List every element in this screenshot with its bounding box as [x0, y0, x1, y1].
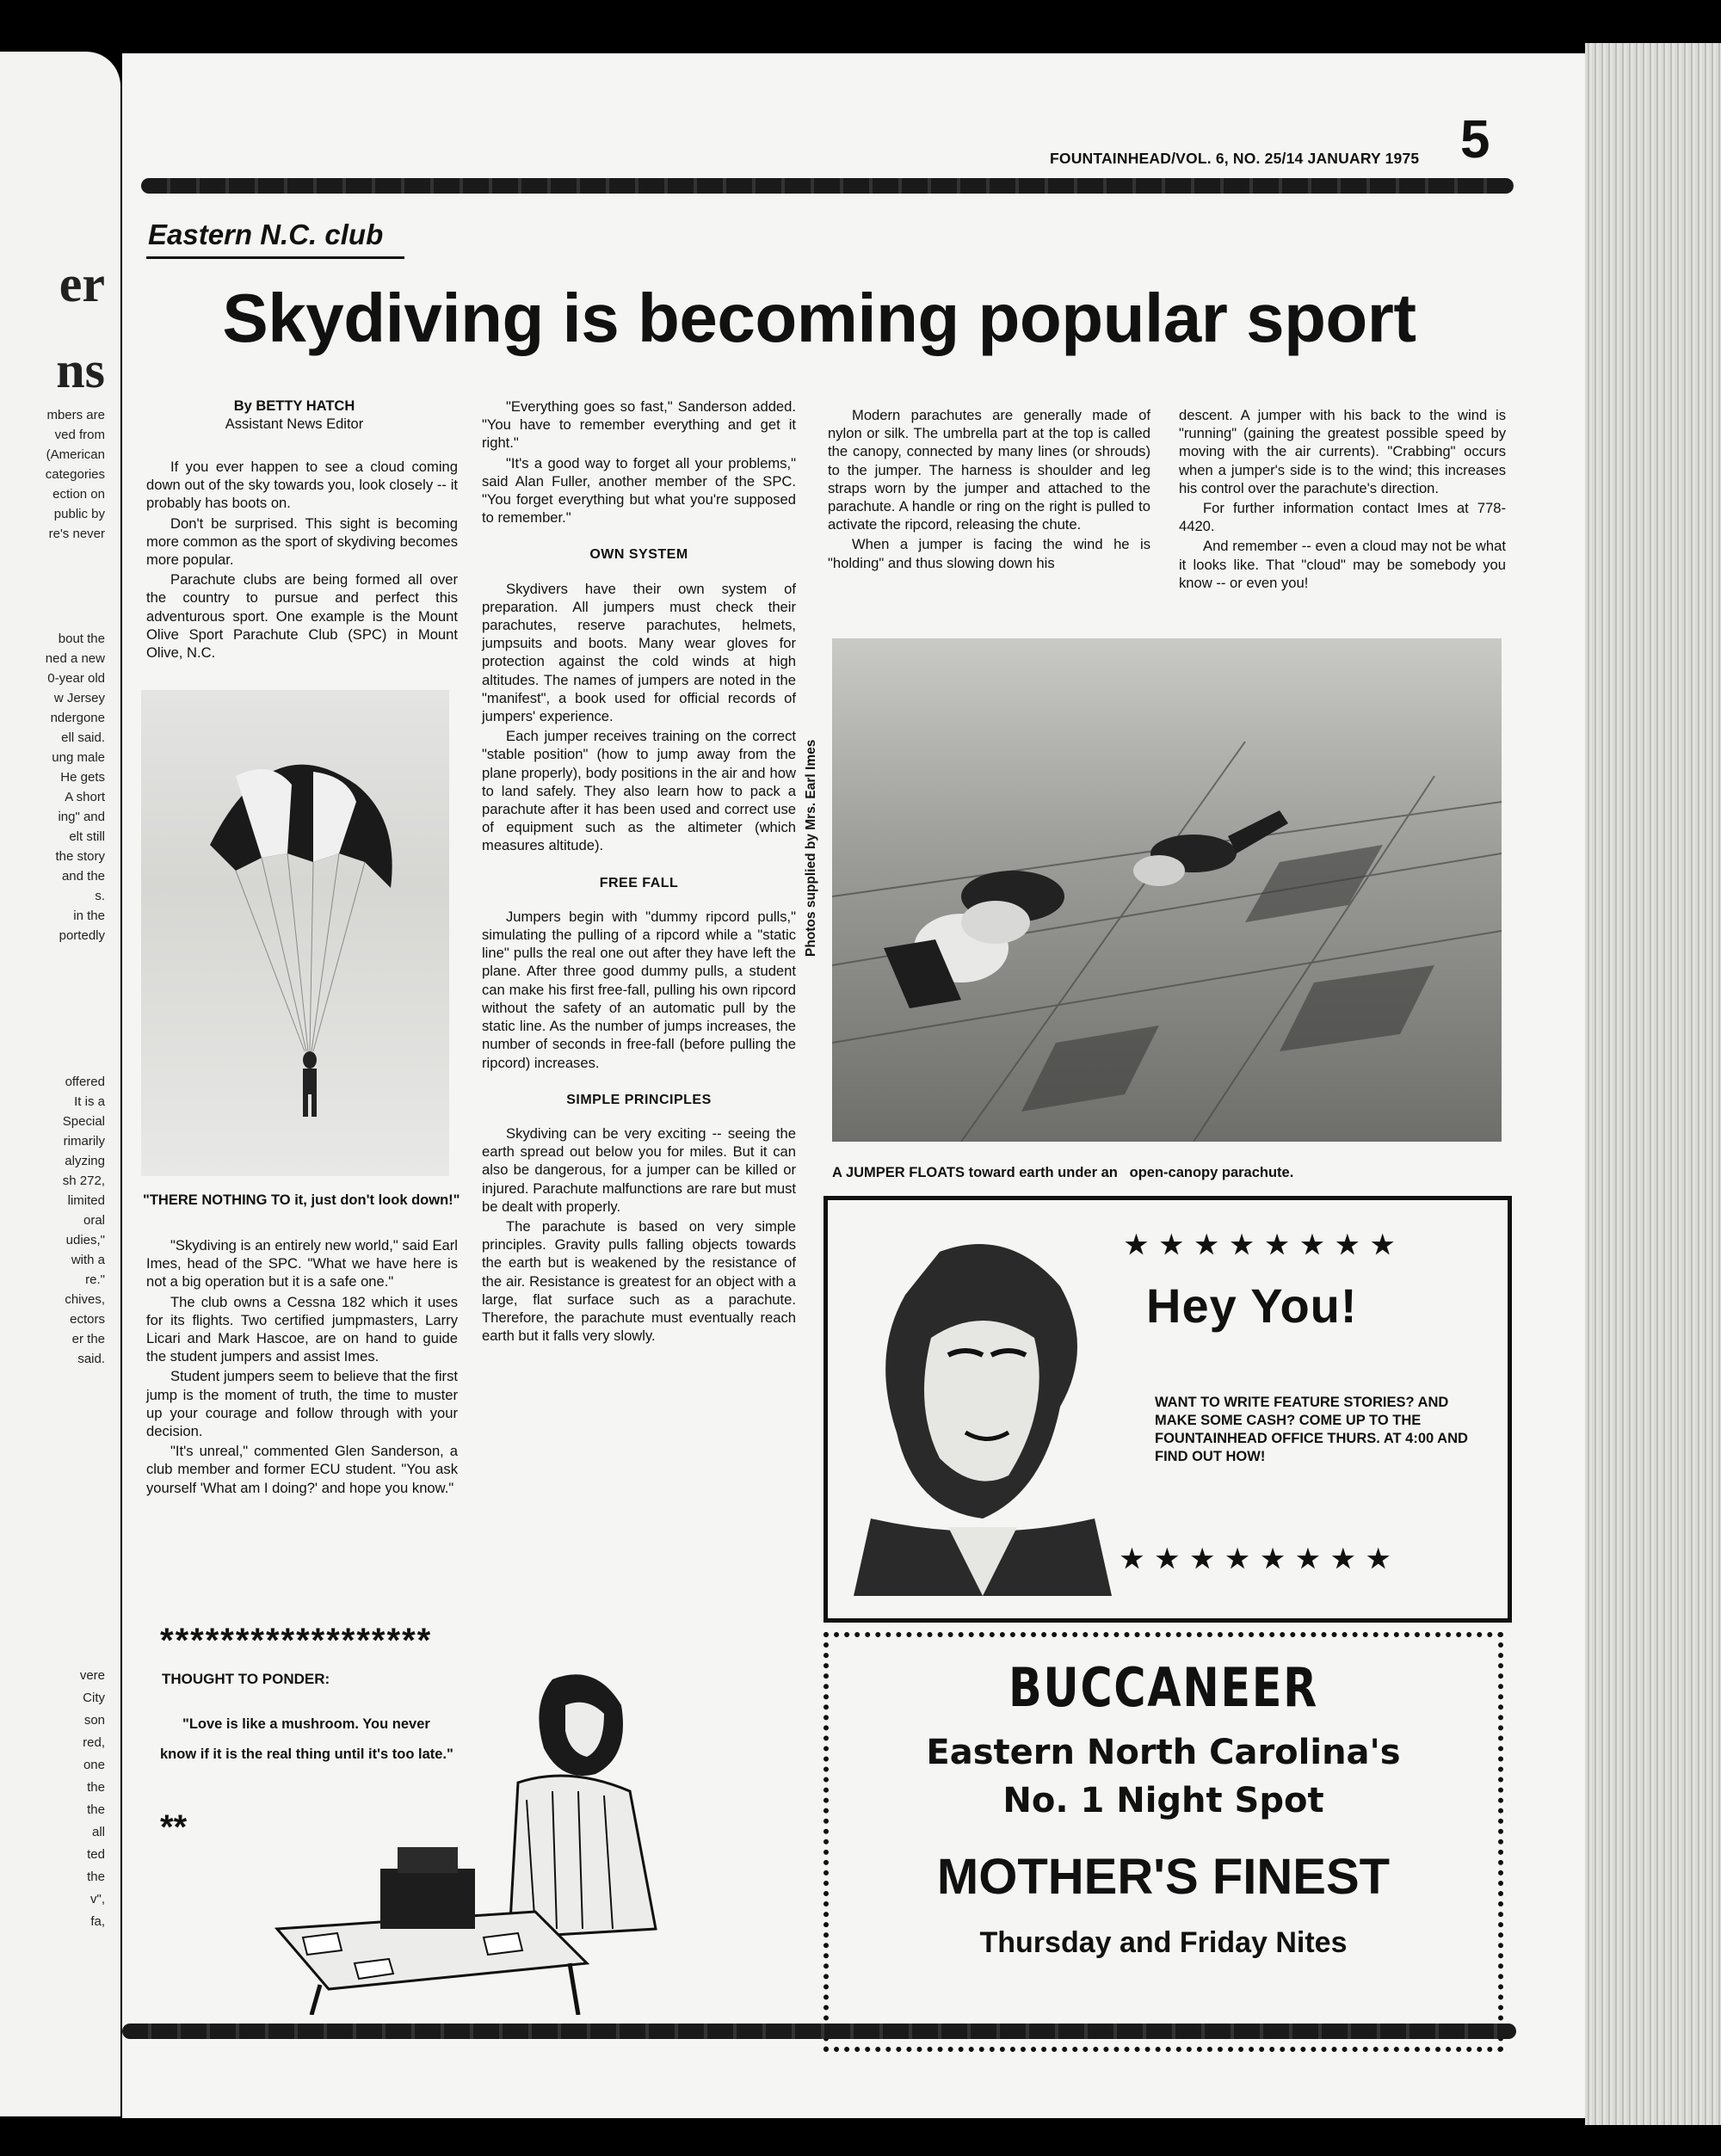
paragraph: Don't be surprised. This sight is becoming more common as the sport of skydiving becomes more popular.: [146, 514, 458, 569]
paragraph: Jumpers begin with "dummy ripcord pulls," simulating the pulling of a ripcord while a "static line" pulls the real one out after they have left the plane. After three good dummy pulls, a student can make his first free-fall, pulling his own ripcord without the safety of an automatic pull by the static line. As the number of jumps increases, the number of seconds in free-fall (before pulling the ripcord) increases.: [482, 908, 796, 1071]
facing-page-fragment: ns: [56, 342, 105, 398]
kicker-underline: [146, 256, 404, 259]
paragraph: Student jumpers seem to believe that the first jump is the moment of truth, the time to muster up your courage and follow through with your decision.: [146, 1368, 458, 1440]
footer-rule: [122, 2024, 1516, 2039]
facing-page-fragment: the story: [55, 849, 105, 864]
facing-page-fragment: ung male: [52, 750, 105, 765]
facing-page-fragment: the: [87, 1780, 105, 1795]
facing-page-fragment: ection on: [52, 487, 105, 502]
buccaneer-name: BUCCANEER: [1009, 1656, 1318, 1719]
column1-bottom: [146, 1236, 458, 1499]
byline-name: By BETTY HATCH: [233, 398, 355, 414]
buccaneer-band: MOTHER'S FINEST: [936, 1849, 1391, 1905]
subhead-own-system: OWN SYSTEM: [589, 547, 688, 563]
facing-page-fragment: s.: [95, 889, 105, 903]
facing-page-fragment: fa,: [90, 1914, 105, 1929]
aerial-fields-illustration: [832, 638, 1502, 1142]
facing-page-fragment: son: [83, 1713, 105, 1728]
column1-top: [146, 458, 458, 663]
facing-page-fragment: City: [83, 1691, 105, 1705]
facing-page-fragment: ted: [87, 1847, 105, 1862]
buccaneer-line2: No. 1 Night Spot: [1002, 1781, 1324, 1820]
byline: [174, 397, 415, 434]
photo1-caption: "THERE NOTHING TO it, just don't look down!": [143, 1192, 460, 1208]
facing-page-fragment: w Jersey: [53, 691, 105, 705]
paragraph: And remember -- even a cloud may not be what it looks like. That "cloud" may be somebody you know -- or even you!: [1179, 538, 1506, 591]
newspaper-page: [122, 53, 1585, 2118]
facing-page-fragment: 0-year old: [47, 671, 105, 686]
facing-page-fragment: alyzing: [65, 1154, 105, 1168]
facing-page-fragment: A short: [65, 790, 105, 804]
facing-page-fragment: Special: [62, 1114, 105, 1129]
photo-credit: Photos supplied by Mrs. Earl Imes: [804, 739, 818, 957]
facing-page-fragment: categories: [45, 467, 105, 482]
column3: [828, 406, 1150, 574]
facing-page-fragment: ell said.: [61, 730, 105, 745]
facing-page-fragment: rimarily: [63, 1134, 105, 1149]
photo2-caption: A JUMPER FLOATS toward earth under an open-canopy parachute.: [832, 1165, 1294, 1180]
subhead-simple-principles: SIMPLE PRINCIPLES: [566, 1092, 712, 1107]
typist-illustration: [225, 1654, 707, 2015]
facing-page-fragment: the: [87, 1870, 105, 1884]
thought-quote-1: "Love is like a mushroom. You never: [182, 1716, 430, 1732]
paragraph: When a jumper is facing the wind he is "holding" and thus slowing down his: [828, 536, 1150, 571]
paragraph: Each jumper receives training on the correct "stable position" (how to jump away from the plane properly), body positions in the air and how to land safely. They also learn how to pack a parachute after it has been used and correct use of equipment such as the altimeter (which measures altitude).: [482, 728, 796, 854]
facing-page-fragment: and the: [61, 869, 105, 884]
facing-page-fragment: v",: [90, 1892, 105, 1907]
buccaneer-line1: Eastern North Carolina's: [926, 1733, 1401, 1772]
buccaneer-nights: Thursday and Friday Nites: [979, 1926, 1348, 1959]
thought-stars-bottom: **: [160, 1808, 188, 1846]
facing-page-fragment: re's never: [48, 527, 105, 541]
paragraph: For further information contact Imes at 778-4420.: [1179, 500, 1506, 535]
paragraph: Modern parachutes are generally made of nylon or silk. The umbrella part at the top is called the canopy, connected by many lines (or shrouds) to the jumper. The harness is shoulder and leg straps worn by the jumper and attached to the parachute. A handle or ring on the right is pulled to activate the ripcord, releasing the chute.: [828, 407, 1150, 533]
column2: [482, 397, 796, 1346]
paragraph: "It's unreal," commented Glen Sanderson, a club member and former ECU student. "You ask yourself 'What am I doing?' and hope you know.": [146, 1443, 458, 1496]
facing-page-fragment: ved from: [54, 428, 105, 442]
paragraph: "Skydiving is an entirely new world," said Earl Imes, head of the SPC. "What we have here is not a big operation but it is a safe one.": [146, 1237, 458, 1291]
facing-page-fragment: elt still: [69, 829, 105, 844]
facing-page-fragment: oral: [83, 1213, 105, 1228]
facing-page-fragment: limited: [67, 1193, 105, 1208]
facing-page-fragment: offered: [65, 1075, 105, 1089]
parachute-illustration: [141, 690, 449, 1176]
facing-page-fragment: chives,: [65, 1292, 105, 1307]
kicker: Eastern N.C. club: [148, 219, 384, 250]
folio-line: FOUNTAINHEAD/VOL. 6, NO. 25/14 JANUARY 1975: [1050, 150, 1420, 167]
parachute-photo: [141, 690, 449, 1176]
facing-page-fragment: sh 272,: [62, 1173, 105, 1188]
paragraph: If you ever happen to see a cloud coming down out of the sky towards you, look closely -- it probably has boots on.: [146, 459, 458, 512]
paragraph: Skydiving can be very exciting -- seeing the earth spread out below you for miles. But it can also be dangerous, for a jumper can be killed or injured. Parachute malfunctions are rare but must be dealt with properly.: [482, 1124, 796, 1215]
paragraph: Parachute clubs are being formed all over the country to pursue and perfect this adventurous sport. One example is the Mount Olive Sport Parachute Club (SPC) in Mount Olive, N.C.: [146, 571, 458, 662]
facing-page-fragment: ectors: [70, 1312, 105, 1327]
facing-page-fragment: er: [59, 256, 105, 312]
facing-page-fragment: vere: [79, 1668, 105, 1683]
thought-label: THOUGHT TO PONDER:: [162, 1671, 330, 1687]
facing-page-fragment: It is a: [74, 1094, 105, 1109]
facing-page-fragment: ing" and: [58, 810, 105, 824]
paragraph: Skydivers have their own system of preparation. All jumpers must check their parachutes, reserve parachutes, helmets, jumpsuits and boots. Many wear gloves for protection against the cold winds at high altitudes. The names of jumpers are noted in the "manifest", a book used for official records of jumpers' experience.: [482, 580, 796, 725]
facing-page-fragment: all: [91, 1825, 105, 1839]
man-portrait-illustration: [836, 1235, 1129, 1596]
subhead-free-fall: FREE FALL: [599, 875, 679, 890]
free-fall-photo: [832, 638, 1502, 1142]
facing-page-fragment: in the: [73, 909, 105, 923]
thought-stars-top: ******************: [160, 1622, 433, 1660]
facing-page-fragment: (American: [46, 447, 105, 462]
paragraph: The parachute is based on very simple principles. Gravity pulls falling objects towards the earth but is weakened by the resistance of the air. Resistance is greatest for an object with a large, flat surface such as a parachute. Therefore, the parachute must eventually reach earth but it falls very slowly.: [482, 1217, 796, 1345]
paragraph: "It's a good way to forget all your problems," said Alan Fuller, another member of the SPC. "You forget everything but what you're supposed to remember.": [482, 454, 796, 527]
facing-page-fragment: ned a new: [45, 651, 105, 666]
facing-page-fragment: said.: [77, 1352, 105, 1366]
page-stack-edge: [1585, 43, 1721, 2125]
facing-page-fragment: udies,": [65, 1233, 105, 1247]
facing-page-strip: [0, 52, 120, 2116]
facing-page-fragment: the: [87, 1802, 105, 1817]
thought-quote-2: know if it is the real thing until it's too late.": [160, 1746, 453, 1762]
facing-page-fragment: with a: [71, 1253, 105, 1267]
ad-stars-top: ★★★★★★★★: [1125, 1231, 1407, 1260]
paragraph: The club owns a Cessna 182 which it uses for its flights. Two certified jumpmasters, Larry Licari and Mark Hascoe, are on hand to guide the student jumpers and assist Imes.: [146, 1293, 458, 1365]
facing-page-fragment: red,: [83, 1735, 105, 1750]
paragraph: "Everything goes so fast," Sanderson added. "You have to remember everything and get it right.": [482, 398, 796, 452]
hey-you-ad: [823, 1196, 1512, 1623]
facing-page-fragment: portedly: [59, 928, 105, 943]
facing-page-fragment: re.": [85, 1272, 105, 1287]
facing-page-fragment: ndergone: [50, 711, 105, 725]
facing-page-fragment: He gets: [60, 770, 105, 785]
buccaneer-ad: [823, 1632, 1503, 2052]
ad-title: Hey You!: [1146, 1278, 1358, 1333]
facing-page-fragment: er the: [71, 1332, 105, 1346]
facing-page-fragment: one: [83, 1758, 105, 1772]
column4: [1179, 406, 1506, 594]
header-rule: [141, 178, 1514, 194]
paragraph: descent. A jumper with his back to the wind is "running" (gaining the greatest possible speed by moving with the air currents). "Crabbing" occurs when a jumper's side is to the wind; this increases his control over the parachute's direction.: [1179, 407, 1506, 496]
facing-page-fragment: public by: [53, 507, 105, 521]
page-number: 5: [1460, 110, 1490, 169]
headline: Skydiving is becoming popular sport: [222, 280, 1416, 356]
ad-body: WANT TO WRITE FEATURE STORIES? AND MAKE SOME CASH? COME UP TO THE FOUNTAINHEAD OFFICE THURS. AT 4:00 AND FIND OUT HOW!: [1155, 1395, 1468, 1464]
ad-stars-bottom: ★★★★★★★★: [1120, 1545, 1403, 1574]
facing-page-fragment: bout the: [58, 631, 105, 646]
byline-title: Assistant News Editor: [225, 416, 364, 432]
facing-page-fragment: mbers are: [46, 408, 105, 422]
